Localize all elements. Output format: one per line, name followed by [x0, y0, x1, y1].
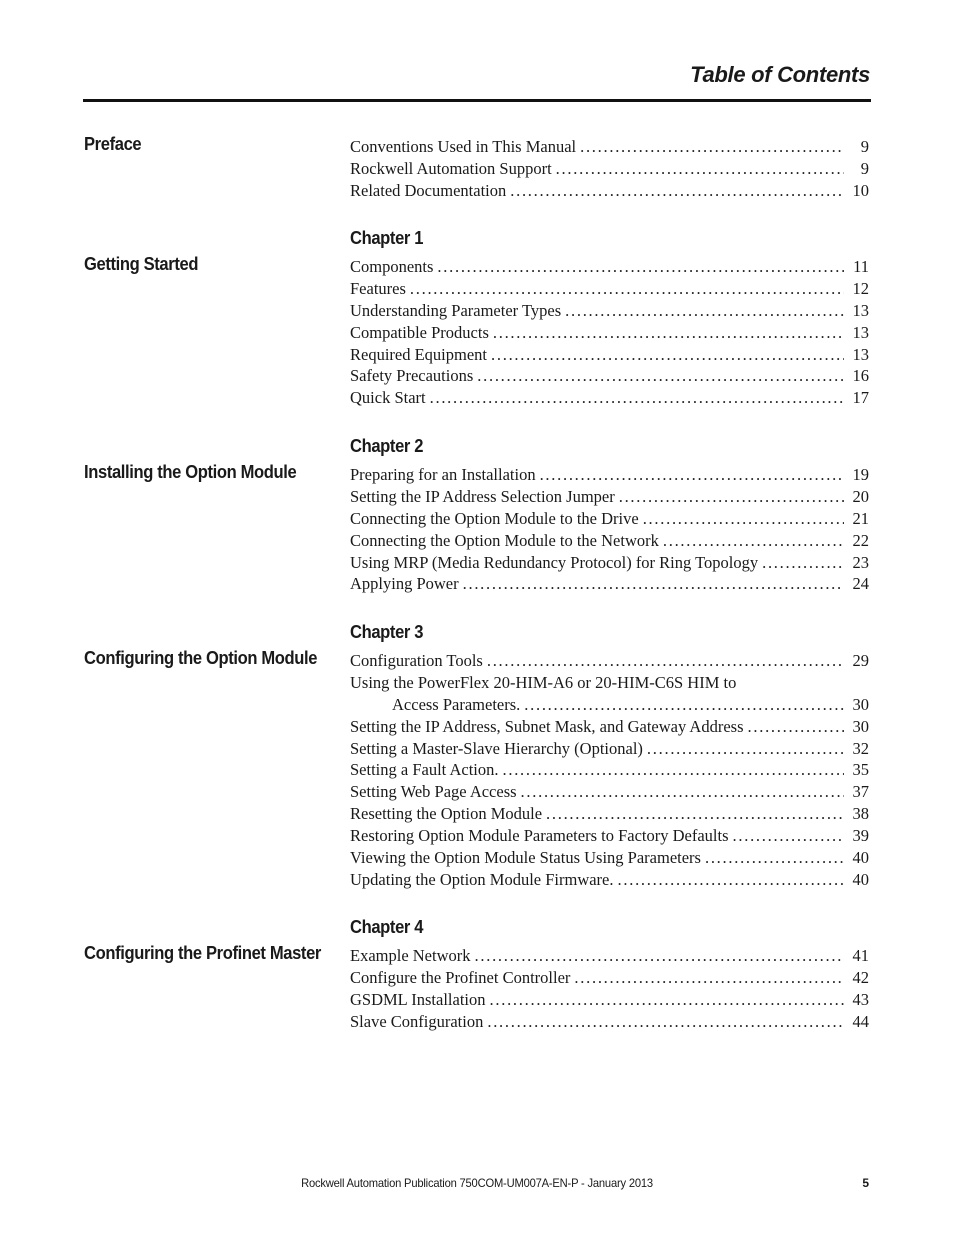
toc-entry-text: Using the PowerFlex 20-HIM-A6 or 20-HIM-C6S HIM to	[350, 672, 737, 692]
toc-entry-text: Applying Power	[350, 574, 459, 594]
dot-leader	[762, 552, 844, 574]
toc-entry[interactable]	[350, 759, 869, 781]
toc-entry-text: Restoring Option Module Parameters to Factory Defaults	[350, 826, 729, 846]
toc-entry[interactable]	[350, 869, 869, 891]
toc-page-number: 16	[852, 366, 869, 386]
dot-leader	[491, 344, 844, 366]
toc-entry-text: Resetting the Option Module	[350, 804, 543, 824]
dot-leader	[437, 256, 844, 278]
toc-page-number: 39	[852, 826, 869, 846]
dot-leader	[430, 387, 844, 409]
toc-page-number: 13	[852, 322, 869, 342]
toc-page-number: 12	[852, 278, 869, 298]
toc-page-number: 19	[852, 465, 869, 484]
toc-entry[interactable]	[350, 256, 869, 278]
dot-leader	[503, 759, 845, 781]
toc-page-number: 35	[852, 760, 869, 780]
section-title: Installing the Option Module	[84, 462, 297, 482]
toc-entry-text: Understanding Parameter Types	[350, 300, 562, 320]
toc-entry-text: Required Equipment	[350, 344, 488, 364]
dot-leader	[705, 847, 844, 869]
dot-leader	[463, 573, 844, 595]
toc-page-number: 29	[852, 651, 869, 670]
toc-entry-text: Components	[350, 257, 434, 276]
section-title: Preface	[84, 134, 142, 154]
toc-entry-text: Updating the Option Module Firmware.	[350, 869, 614, 889]
toc-page-number: 10	[852, 180, 869, 200]
chapter-label: Chapter 3	[350, 622, 424, 642]
toc-entry[interactable]	[350, 573, 869, 595]
toc-entry-list	[350, 650, 869, 891]
toc-entry-text: Rockwell Automation Support	[350, 158, 552, 178]
toc-page-number: 42	[852, 967, 869, 987]
toc-entry[interactable]	[350, 278, 869, 300]
toc-entry-text: Setting a Master-Slave Hierarchy (Optional)	[350, 738, 643, 758]
chapter-label: Chapter 1	[350, 228, 424, 248]
toc-entry-text: Configure the Profinet Controller	[350, 967, 571, 987]
toc-entry-text: Connecting the Option Module to the Network	[350, 530, 659, 550]
section-title: Configuring the Profinet Master	[84, 943, 322, 963]
toc-entry-list	[350, 945, 869, 1033]
toc-entry-text: Configuration Tools	[350, 651, 483, 670]
dot-leader	[580, 136, 844, 158]
toc-page-number: 13	[852, 344, 869, 364]
toc-entry-text: Setting a Fault Action.	[350, 760, 499, 780]
toc-entry[interactable]	[350, 847, 869, 869]
toc-page-number: 23	[852, 552, 869, 572]
toc-page-number: 21	[852, 508, 869, 528]
toc-entry-text: Access Parameters.	[392, 694, 521, 714]
dot-leader	[574, 967, 844, 989]
dot-leader	[556, 158, 844, 180]
toc-entry[interactable]	[350, 136, 869, 158]
toc-entry[interactable]	[350, 694, 869, 716]
toc-entry[interactable]	[350, 825, 869, 847]
toc-page-number: 41	[852, 946, 869, 965]
toc-page-number: 32	[852, 738, 869, 758]
toc-entry-list	[350, 136, 869, 202]
toc-page-number: 37	[852, 782, 869, 802]
dot-leader	[647, 738, 844, 760]
toc-entry-text: Safety Precautions	[350, 366, 474, 386]
dot-leader	[410, 278, 844, 300]
toc-entry[interactable]	[350, 158, 869, 180]
dot-leader	[663, 530, 844, 552]
toc-entry-text: Conventions Used in This Manual	[350, 137, 577, 156]
dot-leader	[487, 650, 844, 672]
toc-page-number: 24	[852, 574, 869, 594]
toc-entry[interactable]	[350, 989, 869, 1011]
toc-page-number: 43	[852, 989, 869, 1009]
dot-leader	[490, 989, 844, 1011]
toc-entry-text: Related Documentation	[350, 180, 507, 200]
toc-page-number: 44	[852, 1011, 869, 1031]
toc-page-number: 17	[852, 388, 869, 408]
toc-page-number: 30	[852, 716, 869, 736]
dot-leader	[510, 180, 844, 202]
toc-page-number: 38	[852, 804, 869, 824]
toc-page-number: 22	[852, 530, 869, 550]
chapter-label: Chapter 4	[350, 917, 424, 937]
dot-leader	[748, 716, 844, 738]
toc-entry[interactable]	[350, 530, 869, 552]
toc-entry-text: Quick Start	[350, 388, 426, 408]
toc-entry-text: Features	[350, 278, 406, 298]
toc-entry-text: Connecting the Option Module to the Drive	[350, 508, 639, 528]
title-rule	[83, 99, 871, 102]
toc-entry[interactable]	[350, 967, 869, 989]
toc-page-number: 40	[852, 848, 869, 868]
toc-entry-text: Slave Configuration	[350, 1011, 484, 1031]
dot-leader	[524, 694, 844, 716]
toc-page-number: 30	[852, 694, 869, 714]
toc-entry[interactable]	[350, 464, 869, 486]
toc-page-number: 40	[852, 869, 869, 889]
dot-leader	[477, 365, 844, 387]
dot-leader	[618, 869, 844, 891]
toc-entry-text: Setting Web Page Access	[350, 782, 517, 802]
dot-leader	[540, 464, 844, 486]
toc-entry[interactable]	[350, 300, 869, 322]
dot-leader	[733, 825, 844, 847]
toc-entry-text: Using MRP (Media Redundancy Protocol) for Ring Topology	[350, 552, 759, 572]
toc-entry[interactable]	[350, 344, 869, 366]
toc-entry[interactable]	[350, 738, 869, 760]
toc-entry-list	[350, 256, 869, 409]
toc-entry-text: Compatible Products	[350, 322, 489, 342]
dot-leader	[565, 300, 844, 322]
section-title: Configuring the Option Module	[84, 648, 318, 668]
dot-leader	[521, 781, 844, 803]
toc-entry[interactable]	[350, 672, 869, 694]
toc-entry[interactable]	[350, 387, 869, 409]
toc-page-number: 13	[852, 300, 869, 320]
dot-leader	[619, 486, 844, 508]
toc-entry[interactable]	[350, 650, 869, 672]
toc-page-number: 20	[852, 486, 869, 506]
toc-entry-text: Viewing the Option Module Status Using Parameters	[350, 848, 701, 868]
section-title: Getting Started	[84, 254, 199, 274]
dot-leader	[643, 508, 844, 530]
dot-leader	[487, 1011, 844, 1033]
toc-entry[interactable]	[350, 508, 869, 530]
toc-entry-text: GSDML Installation	[350, 989, 486, 1009]
toc-entry-list	[350, 464, 869, 595]
footer-publication: Rockwell Automation Publication 750COM-UM007A-EN-P - January 2013	[301, 1176, 653, 1190]
toc-entry-text: Setting the IP Address, Subnet Mask, and Gateway Address	[350, 716, 744, 736]
footer-page-number: 5	[862, 1176, 869, 1190]
toc-page-number: 9	[860, 137, 869, 156]
toc-page-number: 9	[860, 158, 869, 178]
dot-leader	[475, 945, 844, 967]
toc-entry[interactable]	[350, 803, 869, 825]
page-title: Table of Contents	[690, 62, 870, 87]
toc-entry[interactable]	[350, 945, 869, 967]
toc-entry[interactable]	[350, 1011, 869, 1033]
dot-leader	[493, 322, 844, 344]
toc-page-number: 11	[853, 257, 869, 276]
toc-entry[interactable]	[350, 322, 869, 344]
dot-leader	[546, 803, 844, 825]
toc-entry[interactable]	[350, 180, 869, 202]
toc-entry[interactable]	[350, 716, 869, 738]
toc-entry-text: Example Network	[350, 946, 471, 965]
chapter-label: Chapter 2	[350, 436, 424, 456]
toc-entry-text: Preparing for an Installation	[350, 465, 536, 484]
toc-entry[interactable]	[350, 781, 869, 803]
toc-entry[interactable]	[350, 365, 869, 387]
toc-entry[interactable]	[350, 486, 869, 508]
toc-entry-text: Setting the IP Address Selection Jumper	[350, 486, 615, 506]
toc-entry[interactable]	[350, 552, 869, 574]
